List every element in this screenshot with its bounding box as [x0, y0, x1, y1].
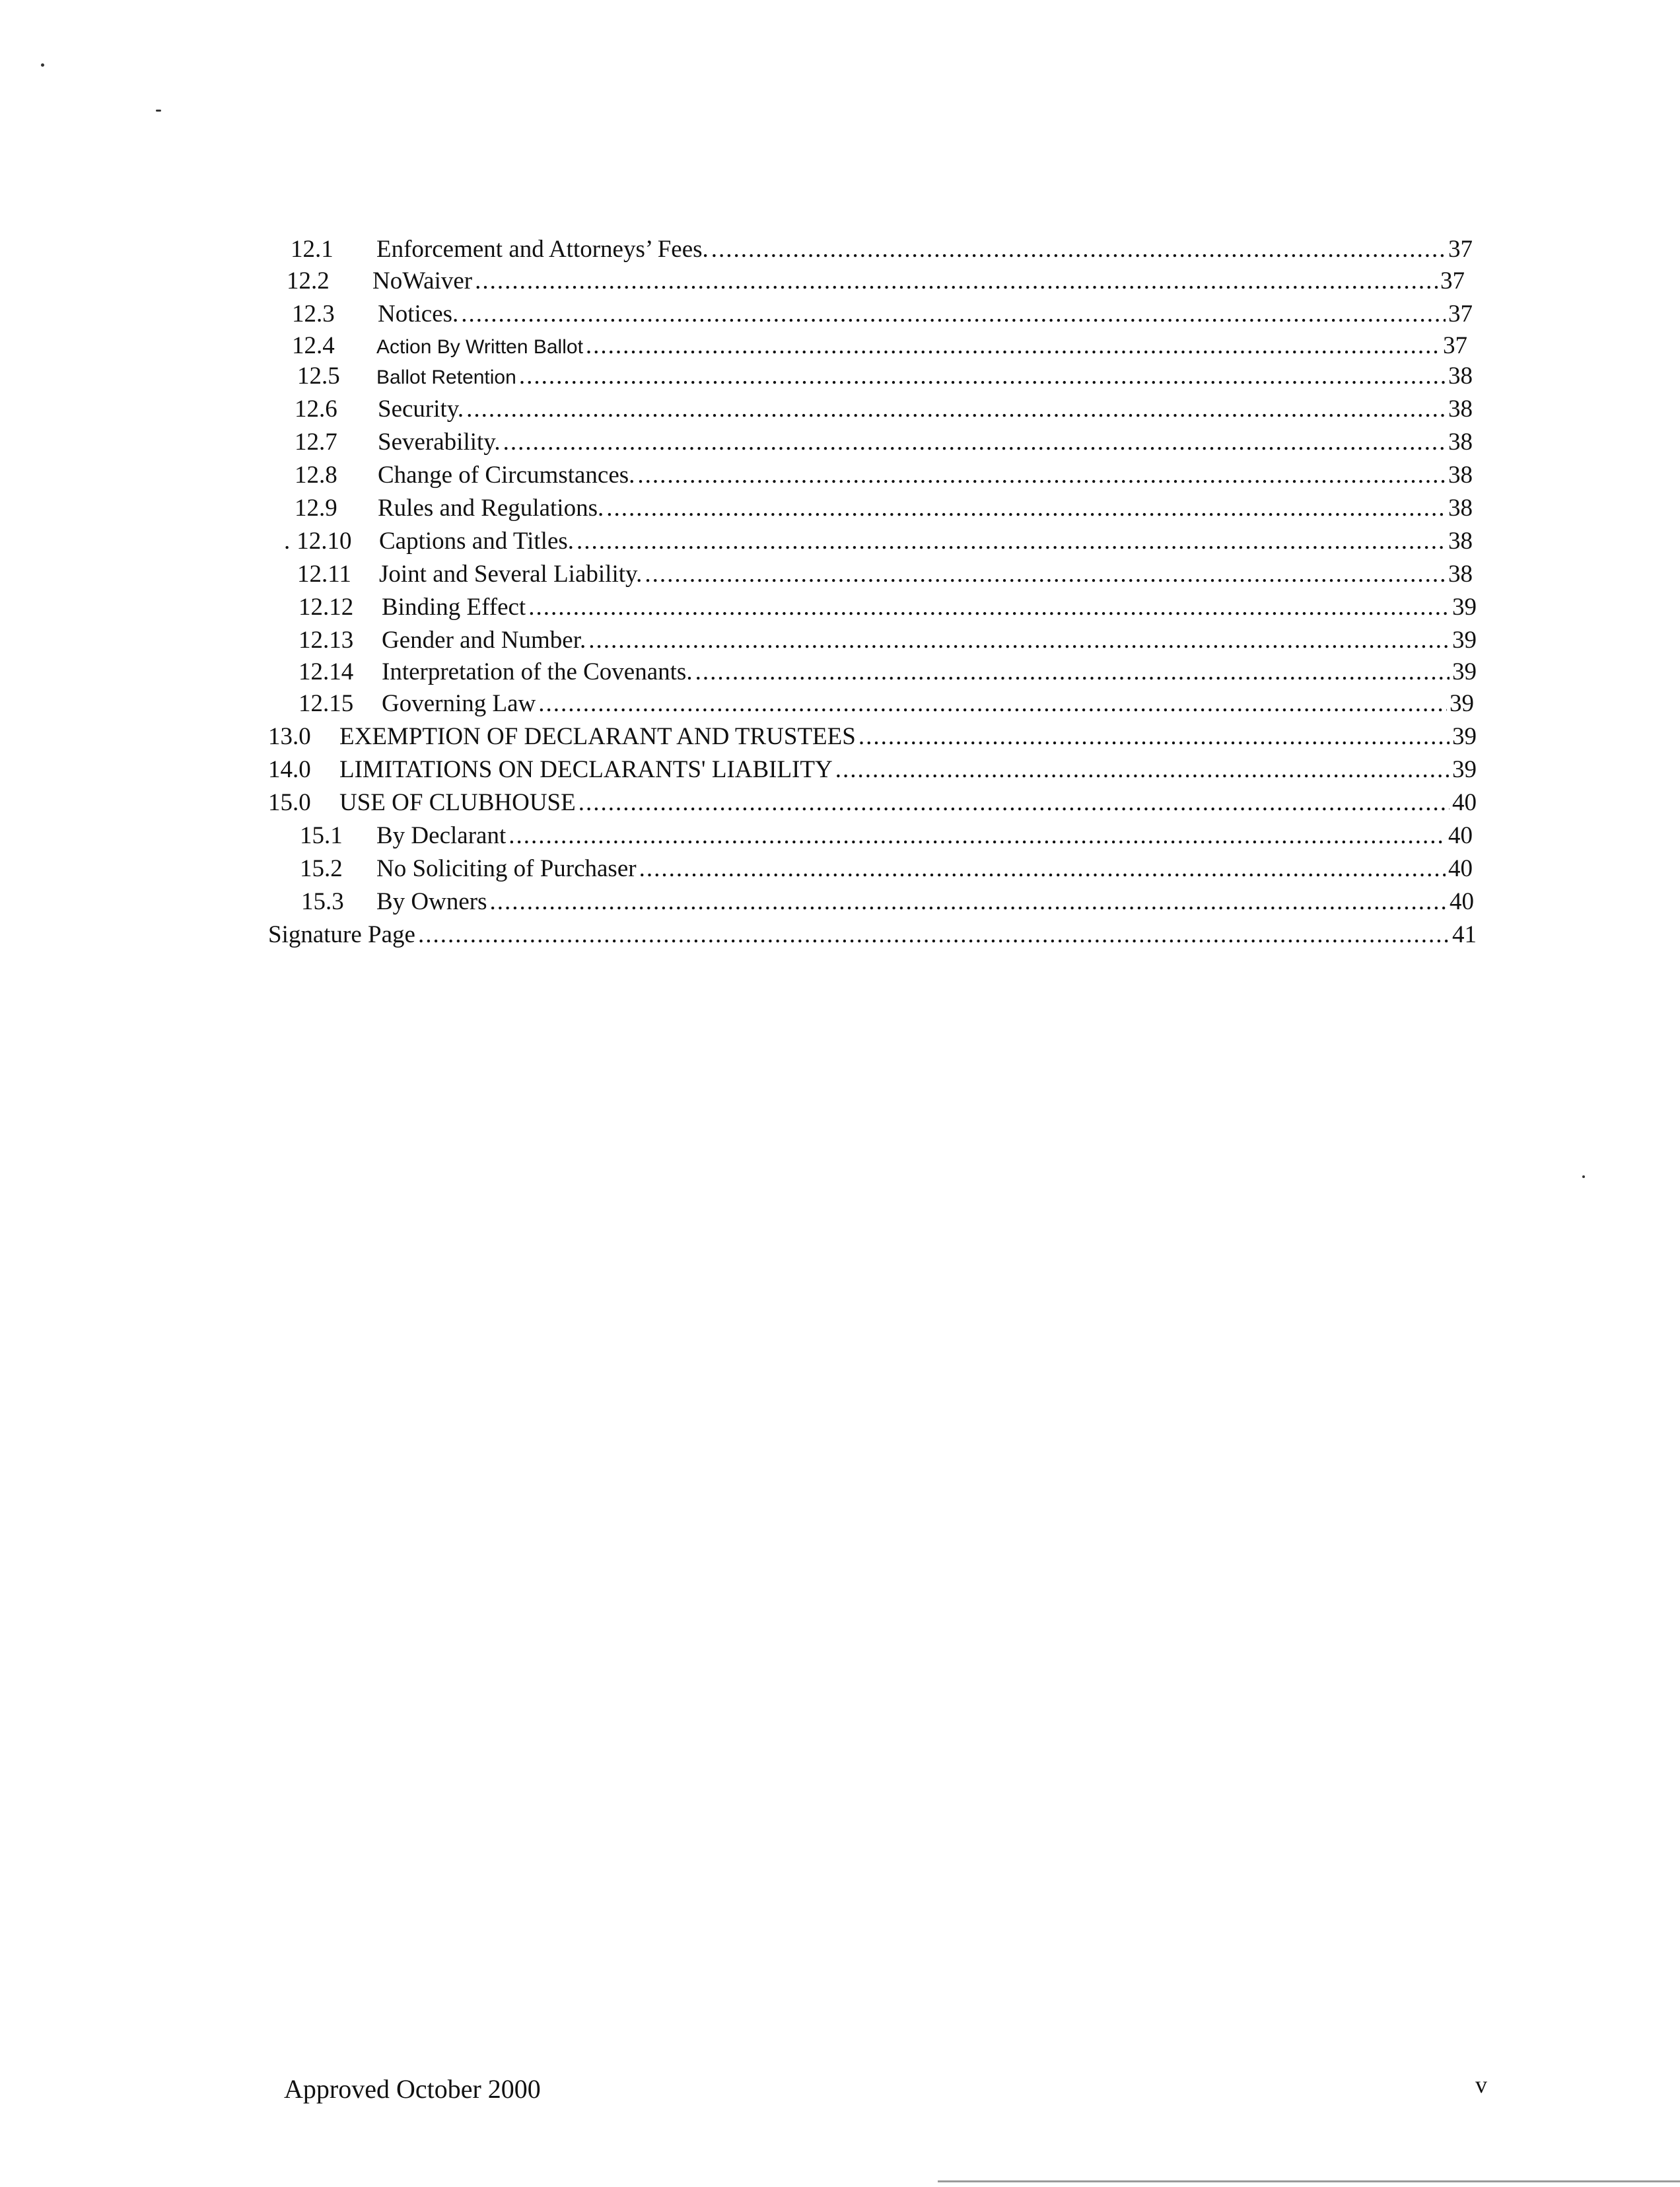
toc-entry: [287, 265, 1465, 297]
toc-entry: [292, 330, 1467, 363]
leader-dots: [508, 820, 1446, 852]
toc-entry: [297, 559, 1473, 590]
toc-entry-number: 15.0: [268, 789, 311, 816]
leader-dots: [645, 559, 1446, 590]
toc-entry-page: 38: [1448, 528, 1473, 555]
toc-entry-title: Interpretation of the Covenants.: [382, 658, 693, 685]
toc-entry-number: 12.7: [295, 429, 337, 456]
leader-dots: [503, 427, 1446, 458]
toc-entry-page: 39: [1452, 756, 1477, 783]
toc-entry-number: 12.6: [295, 396, 337, 423]
toc-entry-page: 38: [1448, 462, 1473, 489]
leader-dots: [606, 493, 1446, 524]
toc-entry-title: Captions and Titles.: [379, 528, 575, 555]
toc-entry-title: No Soliciting of Purchaser: [376, 855, 637, 882]
toc-entry-number: 12.5: [297, 363, 340, 390]
leader-dots: [418, 919, 1450, 951]
toc-entry: [301, 886, 1474, 918]
toc-entry-number: 12.12: [298, 594, 354, 621]
leader-dots: [639, 853, 1446, 885]
toc-entry-page: 38: [1448, 396, 1473, 423]
toc-entry-page: 38: [1448, 561, 1473, 588]
toc-entry-number: 15.1: [300, 822, 343, 849]
leader-dots: [578, 787, 1450, 819]
toc-entry-number: 15.3: [301, 888, 344, 915]
toc-entry: [295, 460, 1473, 491]
toc-entry-number: 12.1: [291, 236, 333, 263]
leader-dots: [490, 886, 1447, 918]
toc-entry-number: 12.15: [298, 690, 354, 717]
toc-entry-title: Rules and Regulations.: [378, 495, 604, 522]
toc-entry-page: 39: [1452, 627, 1477, 654]
toc-entry-title: USE OF CLUBHOUSE: [339, 789, 576, 816]
leader-dots: [835, 754, 1450, 786]
toc-entry-title: Gender and Number.: [382, 627, 586, 654]
toc-entry-title: Binding Effect: [382, 594, 526, 621]
toc-entry-number-value: 12.10: [297, 528, 352, 555]
toc-entry: [300, 853, 1473, 885]
toc-entry-number: 15.2: [300, 855, 343, 882]
toc-entry: [298, 656, 1477, 688]
leader-dots: [577, 526, 1446, 557]
toc-entry-title: By Declarant: [376, 822, 507, 849]
leader-dots: [538, 688, 1447, 720]
toc-entry-page: 40: [1452, 789, 1477, 816]
toc-entry: [291, 234, 1473, 265]
toc-entry-page: 38: [1448, 429, 1473, 456]
toc-entry-title: Severability.: [378, 429, 501, 456]
page-numeral: v: [1475, 2071, 1487, 2098]
toc-entry-title: LIMITATIONS ON DECLARANTS' LIABILITY: [339, 756, 833, 783]
toc-entry-title: Security.: [378, 396, 464, 423]
toc-entry: [298, 592, 1477, 623]
toc-entry-number: 12.8: [295, 462, 337, 489]
toc-entry: [268, 754, 1477, 786]
toc-entry-page: 37: [1443, 332, 1467, 359]
toc-entry-number: 14.0: [268, 756, 311, 783]
toc-entry-title: Signature Page: [268, 921, 415, 948]
leader-dots: [475, 265, 1438, 297]
leader-dots: [637, 460, 1446, 491]
toc-entry-page: 39: [1452, 723, 1477, 750]
toc-entry-title: Action By Written Ballot: [376, 336, 583, 358]
toc-entry-title: EXEMPTION OF DECLARANT AND TRUSTEES: [339, 723, 856, 750]
leader-dots: [695, 656, 1450, 688]
toc-entry-number: 12.14: [298, 658, 354, 685]
toc-entry-page: 40: [1448, 822, 1473, 849]
toc-entry: [292, 298, 1473, 330]
toc-entry-page: 40: [1448, 855, 1473, 882]
leader-dots: [586, 330, 1440, 362]
toc-entry-page: 40: [1450, 888, 1474, 915]
leader-dots: [711, 234, 1446, 265]
toc-entry: [295, 493, 1473, 524]
scan-speck: [41, 63, 44, 67]
approval-date: Approved October 2000: [284, 2074, 541, 2104]
toc-entry-number: [284, 526, 379, 557]
toc-entry: [268, 787, 1477, 819]
toc-entry: [300, 820, 1473, 852]
toc-entry-page: 39: [1452, 658, 1477, 685]
toc-entry-page: 38: [1448, 363, 1473, 390]
toc-entry-number: 13.0: [268, 723, 311, 750]
scan-mark: .: [284, 528, 291, 555]
toc-entry: [298, 625, 1477, 656]
toc-entry: [295, 394, 1473, 425]
toc-entry-title: Joint and Several Liability.: [379, 561, 643, 588]
leader-dots: [466, 394, 1446, 425]
toc-entry-number: 12.13: [298, 627, 354, 654]
toc-entry-number: 12.2: [287, 267, 330, 295]
leader-dots: [528, 592, 1450, 623]
toc-entry-title: Governing Law: [382, 690, 536, 717]
toc-entry: [268, 721, 1477, 753]
toc-entry-title: Ballot Retention: [376, 366, 516, 388]
scan-edge-line: [938, 2180, 1680, 2182]
scan-speck: [156, 110, 161, 112]
leader-dots: [461, 298, 1446, 330]
toc-entry-page: 37: [1448, 300, 1473, 328]
toc-entry: [298, 688, 1474, 720]
toc-entry-title: By Owners: [376, 888, 487, 915]
scan-speck: [1582, 1175, 1585, 1178]
toc-entry: [284, 526, 1473, 557]
toc-entry: [295, 427, 1473, 458]
toc-entry-page: 39: [1450, 690, 1474, 717]
toc-entry-number: 12.11: [297, 561, 351, 588]
toc-entry-title: Change of Circumstances.: [378, 462, 635, 489]
toc-entry-signature: [268, 919, 1477, 951]
toc-entry-number: 12.9: [295, 495, 337, 522]
leader-dots: [519, 361, 1446, 392]
leader-dots: [588, 625, 1450, 656]
leader-dots: [858, 721, 1450, 753]
toc-entry-page: 39: [1452, 594, 1477, 621]
toc-entry-title: Notices.: [378, 300, 459, 328]
toc-entry-page: 38: [1448, 495, 1473, 522]
toc-entry-title: NoWaiver: [372, 267, 473, 295]
toc-entry-title: Enforcement and Attorneys’ Fees.: [376, 236, 709, 263]
toc-entry-page: 37: [1448, 236, 1473, 263]
toc-entry-number: 12.3: [292, 300, 335, 328]
toc-entry-page: 41: [1452, 921, 1477, 948]
toc-entry: [297, 361, 1473, 394]
toc-entry-number: 12.4: [292, 332, 335, 359]
toc-entry-page: 37: [1440, 267, 1465, 295]
